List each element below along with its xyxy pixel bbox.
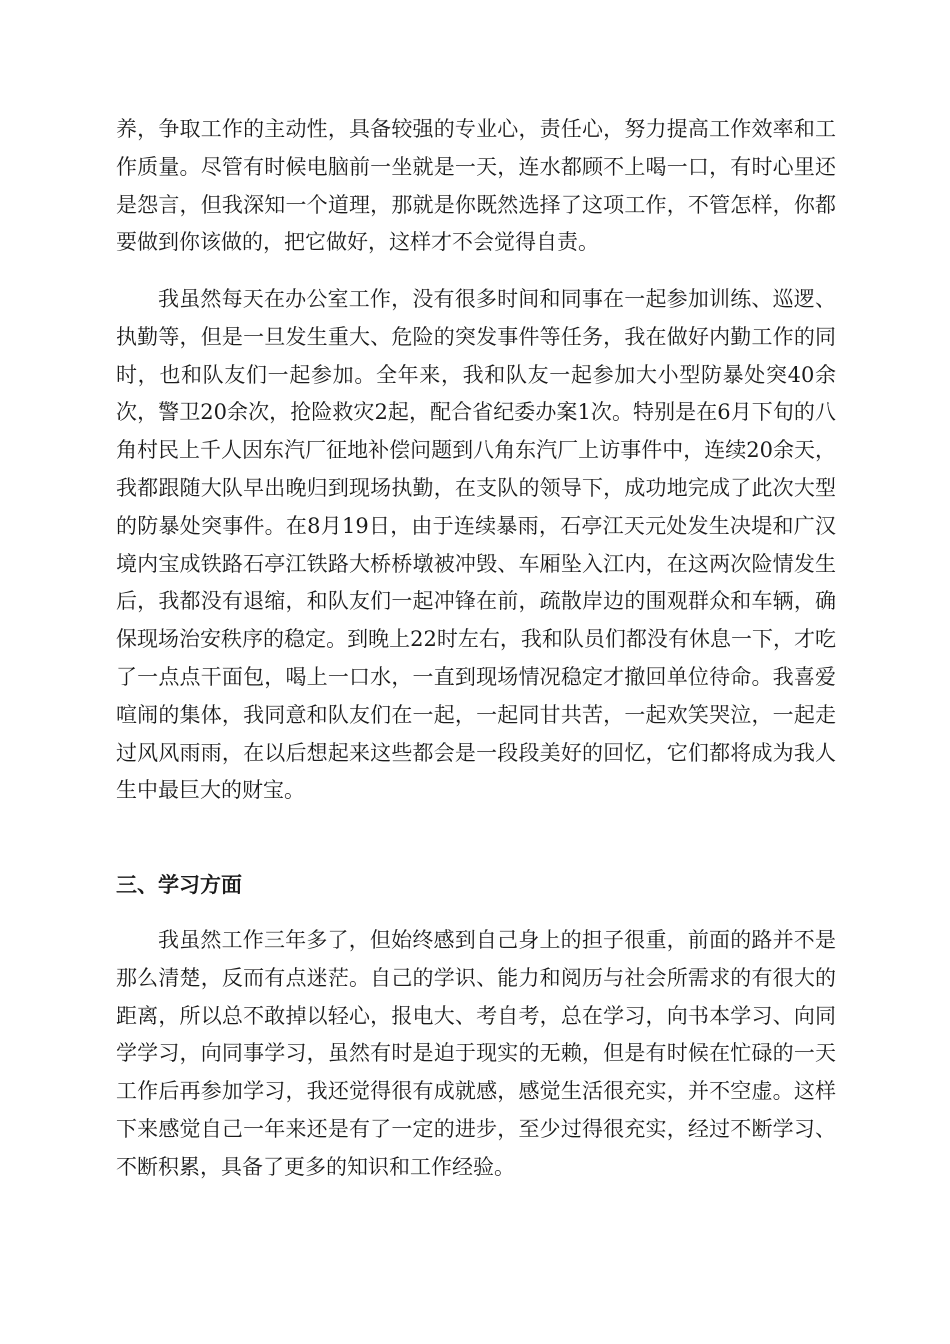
paragraph-study: 我虽然工作三年多了，但始终感到自己身上的担子很重，前面的路并不是那么清楚，反而有点迷茫。自己的学识、能力和阅历与社会所需求的有很大的距离，所以总不敢掉以轻心，报电大、考自考，总在学习，向书本学习、向同学学习，向同事学习，虽然有时是迫于现实的无赖，但是有时候在忙碌的一天工作后再参加学习，我还觉得很有成就感，感觉生活很充实，并不空虚。这样下来感觉自己一年来还是有了一定的进步，至少过得很充实，经过不断学习、不断积累，具备了更多的知识和工作经验。 [116, 928, 836, 1179]
paragraph-field-duty: 我虽然每天在办公室工作，没有很多时间和同事在一起参加训练、巡逻、执勤等，但是一旦发生重大、危险的突发事件等任务，我在做好内勤工作的同时，也和队友们一起参加。全年来，我和队友一起参加大小型防暴处突40余次，警卫20余次，抢险救灾2起，配合省纪委办案1次。特别是在6月下旬的八角村民上千人因东汽厂征地补偿问题到八角东汽厂上访事件中，连续20余天，我都跟随大队早出晚归到现场执勤，在支队的领导下，成功地完成了此次大型的防暴处突事件。在8月19日，由于连续暴雨，石亭江天元处发生决堤和广汉境内宝成铁路石亭江铁路大桥桥墩被冲毁、车厢坠入江内，在这两次险情发生后，我都没有退缩，和队友们一起冲锋在前，疏散岸边的围观群众和车辆，确保现场治安秩序的稳定。到晚上22时左右，我和队员们都没有休息一下，才吃了一点点干面包，喝上一口水，一直到现场情况稳定才撤回单位待命。我喜爱喧闹的集体，我同意和队友们在一起，一起同甘共苦，一起欢笑哭泣，一起走过风风雨雨，在以后想起来这些都会是一段段美好的回忆，它们都将成为我人生中最巨大的财宝。 [116, 287, 836, 803]
section-heading-study: 三、学习方面 [116, 873, 242, 897]
paragraph-work-attitude: 养，争取工作的主动性，具备较强的专业心，责任心，努力提高工作效率和工作质量。尽管有时候电脑前一坐就是一天，连水都顾不上喝一口，有时心里还是怨言，但我深知一个道理，那就是你既然选择了这项工作，不管怎样，你都要做到你该做的，把它做好，这样才不会觉得自责。 [116, 117, 836, 255]
